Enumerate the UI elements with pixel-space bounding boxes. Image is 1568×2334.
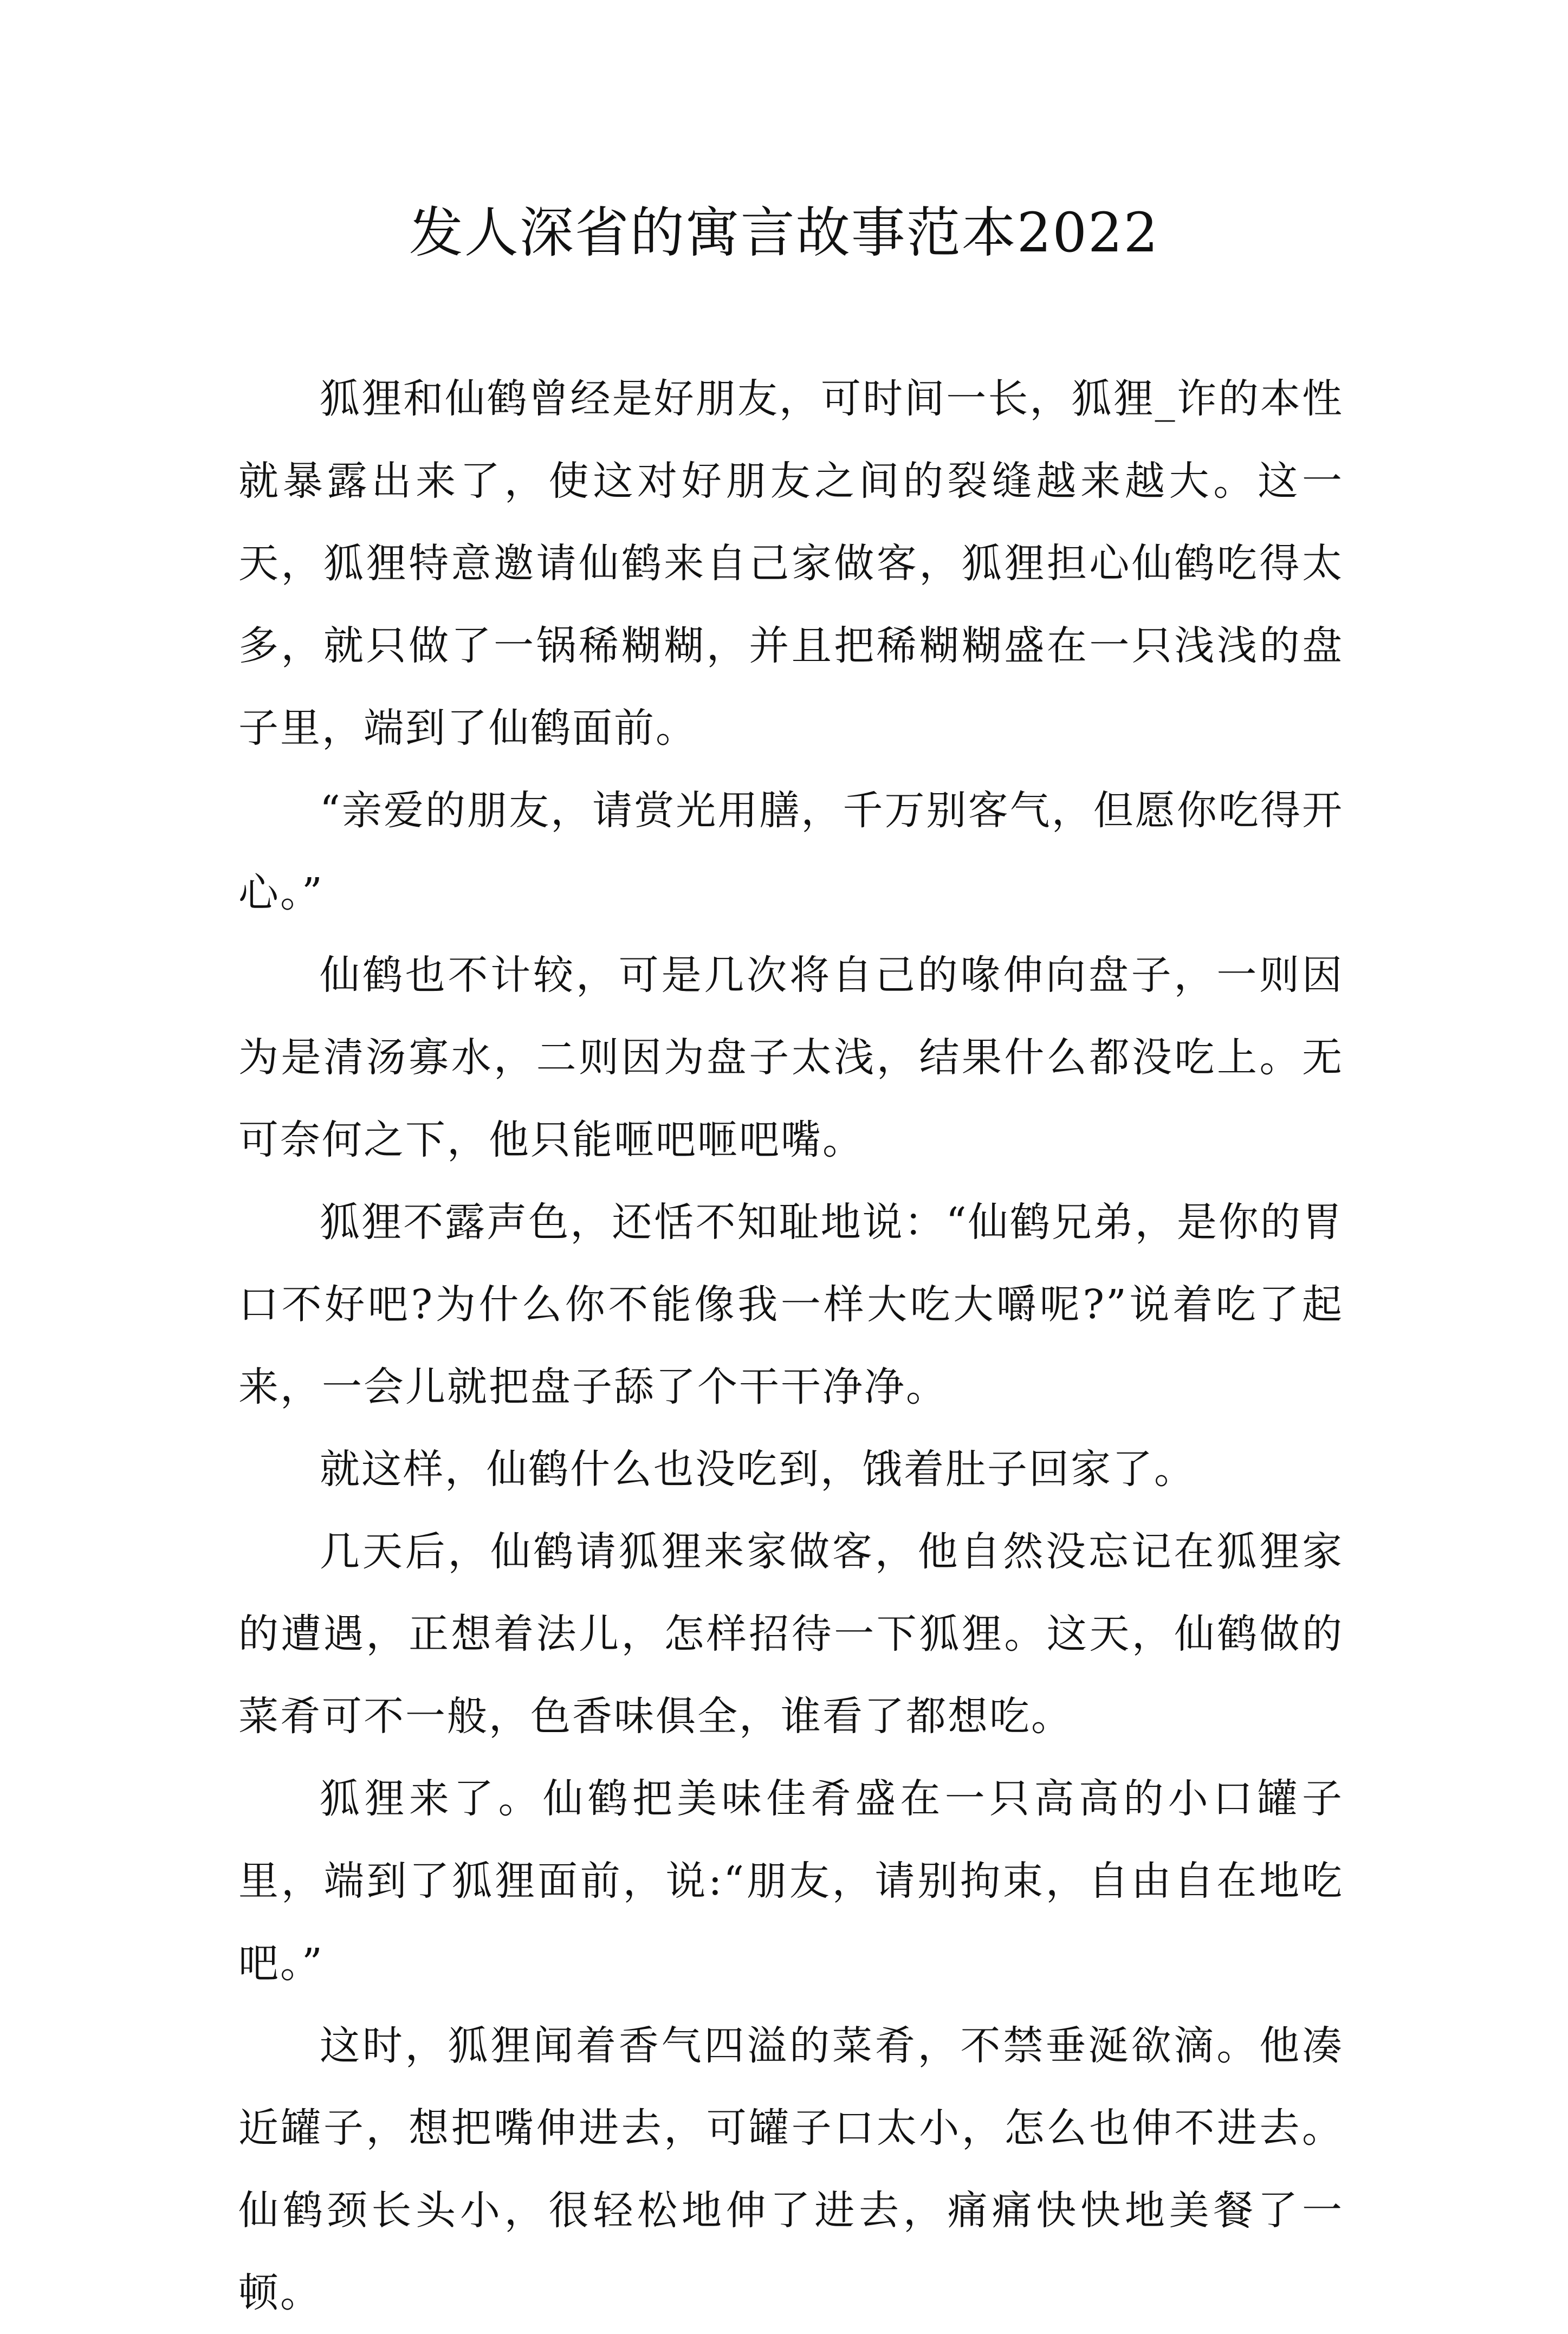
paragraph-4: 狐狸不露声色，还恬不知耻地说：“仙鹤兄弟，是你的胃口不好吧?为什么你不能像我一样大吃大嚼呢?”说着吃了起来，一会儿就把盘子舔了个干干净净。: [238, 1199, 1344, 1410]
paragraph-1: 狐狸和仙鹤曾经是好朋友，可时间一长，狐狸_诈的本性就暴露出来了，使这对好朋友之间的裂缝越来越大。这一天，狐狸特意邀请仙鹤来自己家做客，狐狸担心仙鹤吃得太多，就只做了一锅稀糊糊，并且把稀糊糊盛在一只浅浅的盘子里，端到了仙鹤面前。: [238, 375, 1344, 751]
paragraph-6: 几天后，仙鹤请狐狸来家做客，他自然没忘记在狐狸家的遭遇，正想着法儿，怎样招待一下狐狸。这天，仙鹤做的菜肴可不一般，色香味俱全，谁看了都想吃。: [238, 1528, 1344, 1740]
paragraph-2: “亲爱的朋友，请赏光用膳，千万别客气，但愿你吃得开心。”: [238, 787, 1344, 916]
paragraph-5: 就这样，仙鹤什么也没吃到，饿着肚子回家了。: [320, 1446, 1196, 1493]
document-title: 发人深省的寓言故事范本2022: [409, 201, 1159, 264]
paragraph-3: 仙鹤也不计较，可是几次将自己的喙伸向盘子，一则因为是清汤寡水，二则因为盘子太浅，结果什么都没吃上。无可奈何之下，他只能咂吧咂吧嘴。: [238, 952, 1344, 1163]
document-body: [238, 358, 1344, 2334]
paragraph-8: 这时，狐狸闻着香气四溢的菜肴，不禁垂涎欲滴。他凑近罐子，想把嘴伸进去，可罐子口太小，怎么也伸不进去。仙鹤颈长头小，很轻松地伸了进去，痛痛快快地美餐了一顿。: [238, 2022, 1344, 2316]
paragraph-7: 狐狸来了。仙鹤把美味佳肴盛在一只高高的小口罐子里，端到了狐狸面前，说:“朋友，请别拘束，自由自在地吃吧。”: [238, 1775, 1344, 1987]
